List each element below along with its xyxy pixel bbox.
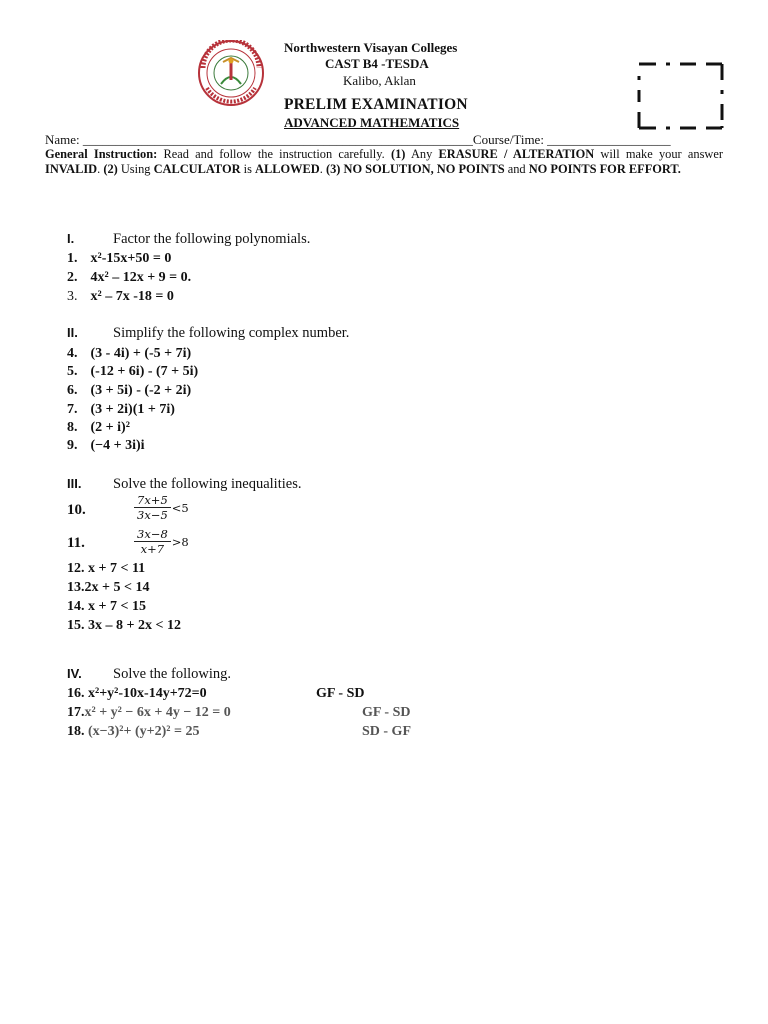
question-item — [67, 618, 181, 634]
fraction-numerator: 7x+5 — [134, 494, 171, 508]
instruction-label: General Instruction: — [45, 147, 158, 161]
section-number: II. — [67, 325, 78, 340]
college-seal-logo — [193, 40, 269, 106]
question-item — [67, 346, 191, 362]
exam-title: PRELIM EXAMINATION — [284, 96, 468, 113]
question-item — [67, 402, 175, 418]
question-item — [67, 599, 146, 615]
question-text: 3x – 8 + 2x < 12 — [88, 618, 181, 633]
question-number: 11. — [67, 535, 85, 551]
question-number: 8. — [67, 420, 78, 435]
question-item — [67, 724, 199, 740]
question-number: 18. — [67, 724, 85, 739]
question-text: (−4 + 3i)i — [90, 438, 145, 453]
question-number: 6. — [67, 383, 78, 398]
question-item — [67, 364, 198, 380]
instruction-text: Any — [405, 147, 439, 161]
subject-title: ADVANCED MATHEMATICS — [284, 115, 460, 130]
question-tag: GF - SD — [362, 705, 411, 720]
fraction-denominator: 3x−5 — [137, 508, 168, 522]
inequality-relation: >8 — [171, 534, 189, 549]
inequality-relation: <5 — [171, 500, 189, 515]
question-text: (3 + 2i)(1 + 7i) — [90, 402, 175, 417]
question-number: 12. — [67, 561, 85, 576]
question-item — [67, 705, 231, 721]
question-number: 10. — [67, 502, 86, 518]
score-box — [636, 60, 726, 132]
question-number: 2. — [67, 270, 78, 285]
question-number: 17. — [67, 705, 85, 720]
question-item — [67, 383, 191, 399]
fraction-denominator: x+7 — [140, 542, 165, 556]
instruction-num: (2) — [103, 162, 118, 177]
question-item — [67, 561, 145, 577]
question-item — [67, 270, 191, 286]
question-text: x² + y² − 6x + 4y − 12 = 0 — [84, 705, 231, 720]
college-location: Kalibo, Aklan — [343, 73, 416, 88]
question-text: x + 7 < 11 — [88, 561, 146, 576]
instruction-emphasis: ERASURE / ALTERATION — [438, 147, 595, 161]
section-4-heading — [67, 666, 231, 683]
question-number: 3. — [67, 289, 78, 304]
question-text: (-12 + 6i) - (7 + 5i) — [90, 364, 199, 379]
question-text: x²-15x+50 = 0 — [90, 251, 172, 266]
instruction-emphasis: CALCULATOR — [153, 162, 241, 177]
instruction-text: and — [504, 162, 529, 177]
instruction-text: Read and follow the instruction carefully. — [157, 147, 391, 161]
instruction-emphasis: ALLOWED — [255, 162, 320, 177]
instruction-emphasis: NO POINTS FOR EFFORT. — [528, 162, 681, 177]
instruction-text: will make your answer — [594, 147, 723, 161]
question-tag: SD - GF — [362, 724, 411, 739]
instruction-text: is — [240, 162, 256, 177]
question-number: 1. — [67, 251, 78, 266]
section-number: III. — [67, 476, 82, 491]
instruction-text: . — [319, 162, 326, 177]
instruction-text: Using — [117, 162, 154, 177]
section-title: Simplify the following complex number. — [113, 325, 350, 341]
section-1-heading — [67, 231, 310, 248]
question-item — [67, 251, 171, 267]
instruction-num: (1) — [390, 147, 406, 161]
question-number: 16. — [67, 686, 85, 701]
question-text: x² – 7x -18 = 0 — [90, 289, 174, 304]
question-number: 4. — [67, 346, 78, 361]
general-instructions — [45, 147, 723, 178]
question-number: 13. — [67, 580, 85, 595]
question-text: (2 + i)² — [90, 420, 130, 435]
question-text: x²+y²-10x-14y+72=0 — [88, 686, 207, 701]
section-2-heading — [67, 325, 349, 342]
college-name: Northwestern Visayan Colleges — [284, 40, 458, 55]
question-text: x + 7 < 15 — [88, 599, 146, 614]
question-text: (3 + 5i) - (-2 + 2i) — [90, 383, 192, 398]
question-item — [67, 420, 130, 436]
question-item — [67, 686, 207, 702]
section-title: Factor the following polynomials. — [113, 231, 311, 247]
question-text: (3 - 4i) + (-5 + 7i) — [90, 346, 192, 361]
question-text: 2x + 5 < 14 — [84, 580, 150, 595]
section-number: IV. — [67, 666, 82, 681]
question-text: (x−3)²+ (y+2)² = 25 — [88, 724, 200, 739]
instruction-emphasis: INVALID — [45, 162, 98, 177]
section-title: Solve the following inequalities. — [113, 476, 302, 492]
instruction-text: . — [97, 162, 104, 177]
section-3-heading — [67, 476, 301, 493]
question-number: 14. — [67, 599, 85, 614]
question-number: 7. — [67, 402, 78, 417]
question-text: 4x² – 12x + 9 = 0. — [90, 270, 192, 285]
question-number: 5. — [67, 364, 78, 379]
fraction-numerator: 3x−8 — [134, 528, 171, 542]
question-number: 9. — [67, 438, 78, 453]
question-item — [67, 438, 145, 454]
inequality-fraction — [134, 528, 189, 555]
section-title: Solve the following. — [113, 666, 232, 682]
section-number: I. — [67, 231, 75, 246]
question-tag: GF - SD — [316, 686, 365, 701]
question-number: 15. — [67, 618, 85, 633]
question-item — [67, 580, 149, 596]
question-item — [67, 289, 174, 305]
program-name: CAST B4 -TESDA — [325, 56, 429, 71]
name-course-line[interactable]: Name: ____________________________________________________________Course/Time: ___________________ — [45, 132, 671, 147]
instruction-emphasis: (3) NO SOLUTION, NO POINTS — [325, 162, 505, 177]
inequality-fraction — [134, 494, 189, 521]
